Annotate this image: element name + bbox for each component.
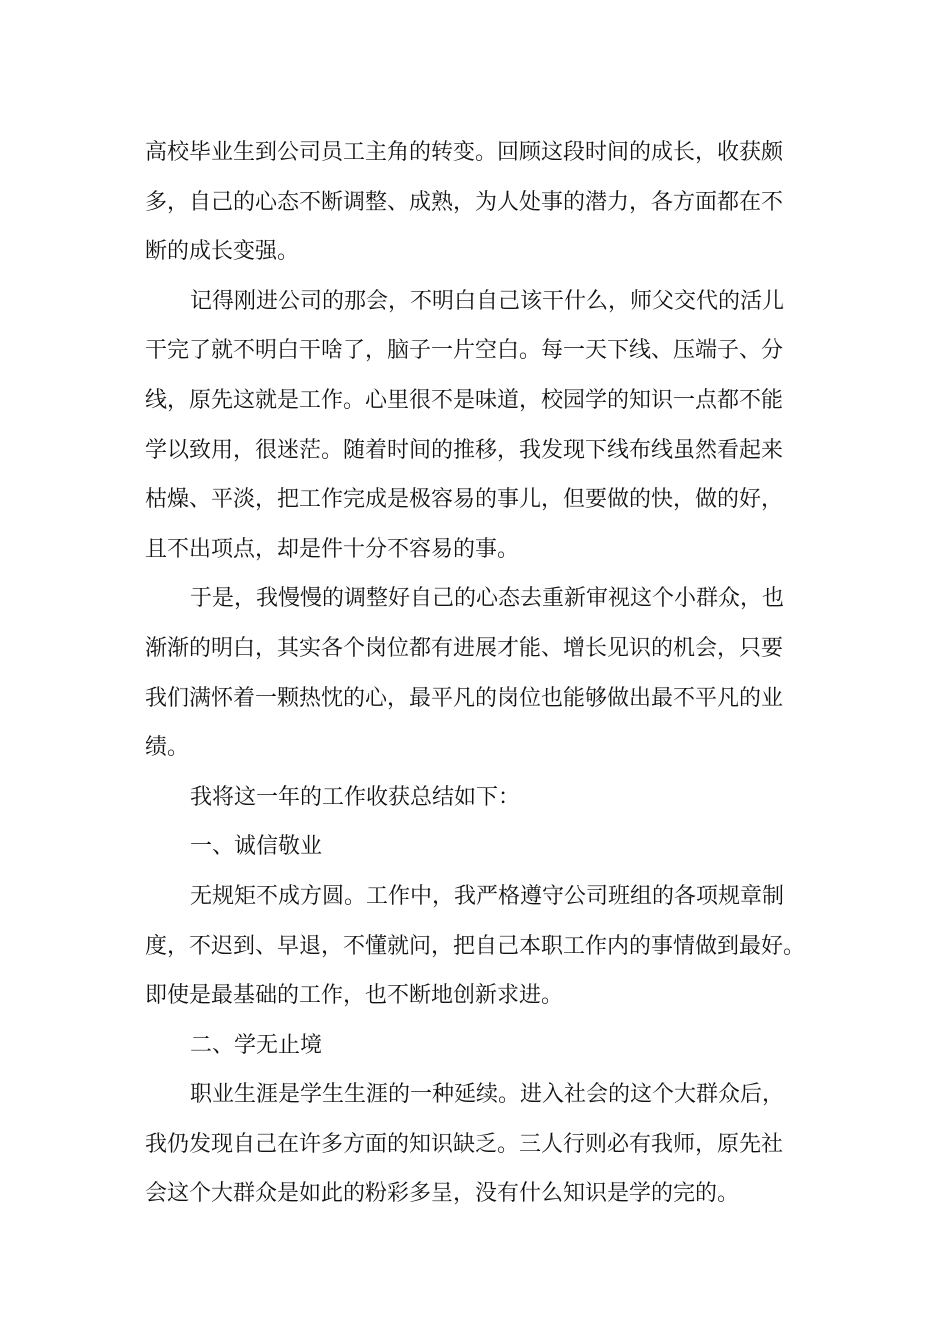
text-line: 学以致用，很迷茫。随着时间的推移，我发现下线布线虽然看起来 [145, 437, 784, 463]
text-line: 我将这一年的工作收获总结如下： [190, 784, 521, 810]
text-line: 于是，我慢慢的调整好自己的心态去重新审视这个小群众，也 [190, 586, 785, 612]
text-line: 绩。 [145, 735, 190, 761]
text-line: 会这个大群众是如此的粉彩多呈，没有什么知识是学的完的。 [145, 1181, 740, 1207]
text-line: 且不出项点，却是件十分不容易的事。 [145, 536, 520, 562]
text-line: 线，原先这就是工作。心里很不是味道，校园学的知识一点都不能 [145, 387, 784, 413]
text-line: 度，不迟到、早退，不懂就问，把自己本职工作内的事情做到最好。 [145, 933, 806, 959]
section-heading: 二、学无止境 [190, 1032, 323, 1058]
text-line: 断的成长变强。 [145, 239, 300, 265]
text-line: 渐渐的明白，其实各个岗位都有进展才能、增长见识的机会，只要 [145, 635, 784, 661]
text-line: 高校毕业生到公司员工主角的转变。回顾这段时间的成长，收获颇 [145, 140, 784, 165]
text-line: 即使是最基础的工作，也不断地创新求进。 [145, 983, 564, 1009]
text-line: 多，自己的心态不断调整、成熟，为人处事的潜力，各方面都在不 [145, 189, 784, 215]
text-line: 职业生涯是学生生涯的一种延续。进入社会的这个大群众后， [190, 1082, 785, 1108]
text-line: 我们满怀着一颗热忱的心，最平凡的岗位也能够做出最不平凡的业 [145, 685, 784, 711]
section-heading: 一、诚信敬业 [190, 834, 323, 860]
text-line: 无规矩不成方圆。工作中，我严格遵守公司班组的各项规章制 [190, 883, 785, 909]
document-body [145, 128, 820, 1219]
text-line: 记得刚进公司的那会，不明白自己该干什么，师父交代的活儿 [190, 288, 785, 314]
text-line: 干完了就不明白干啥了，脑子一片空白。每一天下线、压端子、分 [145, 338, 784, 364]
text-line: 枯燥、平淡，把工作完成是极容易的事儿，但要做的快，做的好， [145, 487, 784, 513]
text-line: 我仍发现自己在许多方面的知识缺乏。三人行则必有我师，原先社 [145, 1131, 784, 1157]
